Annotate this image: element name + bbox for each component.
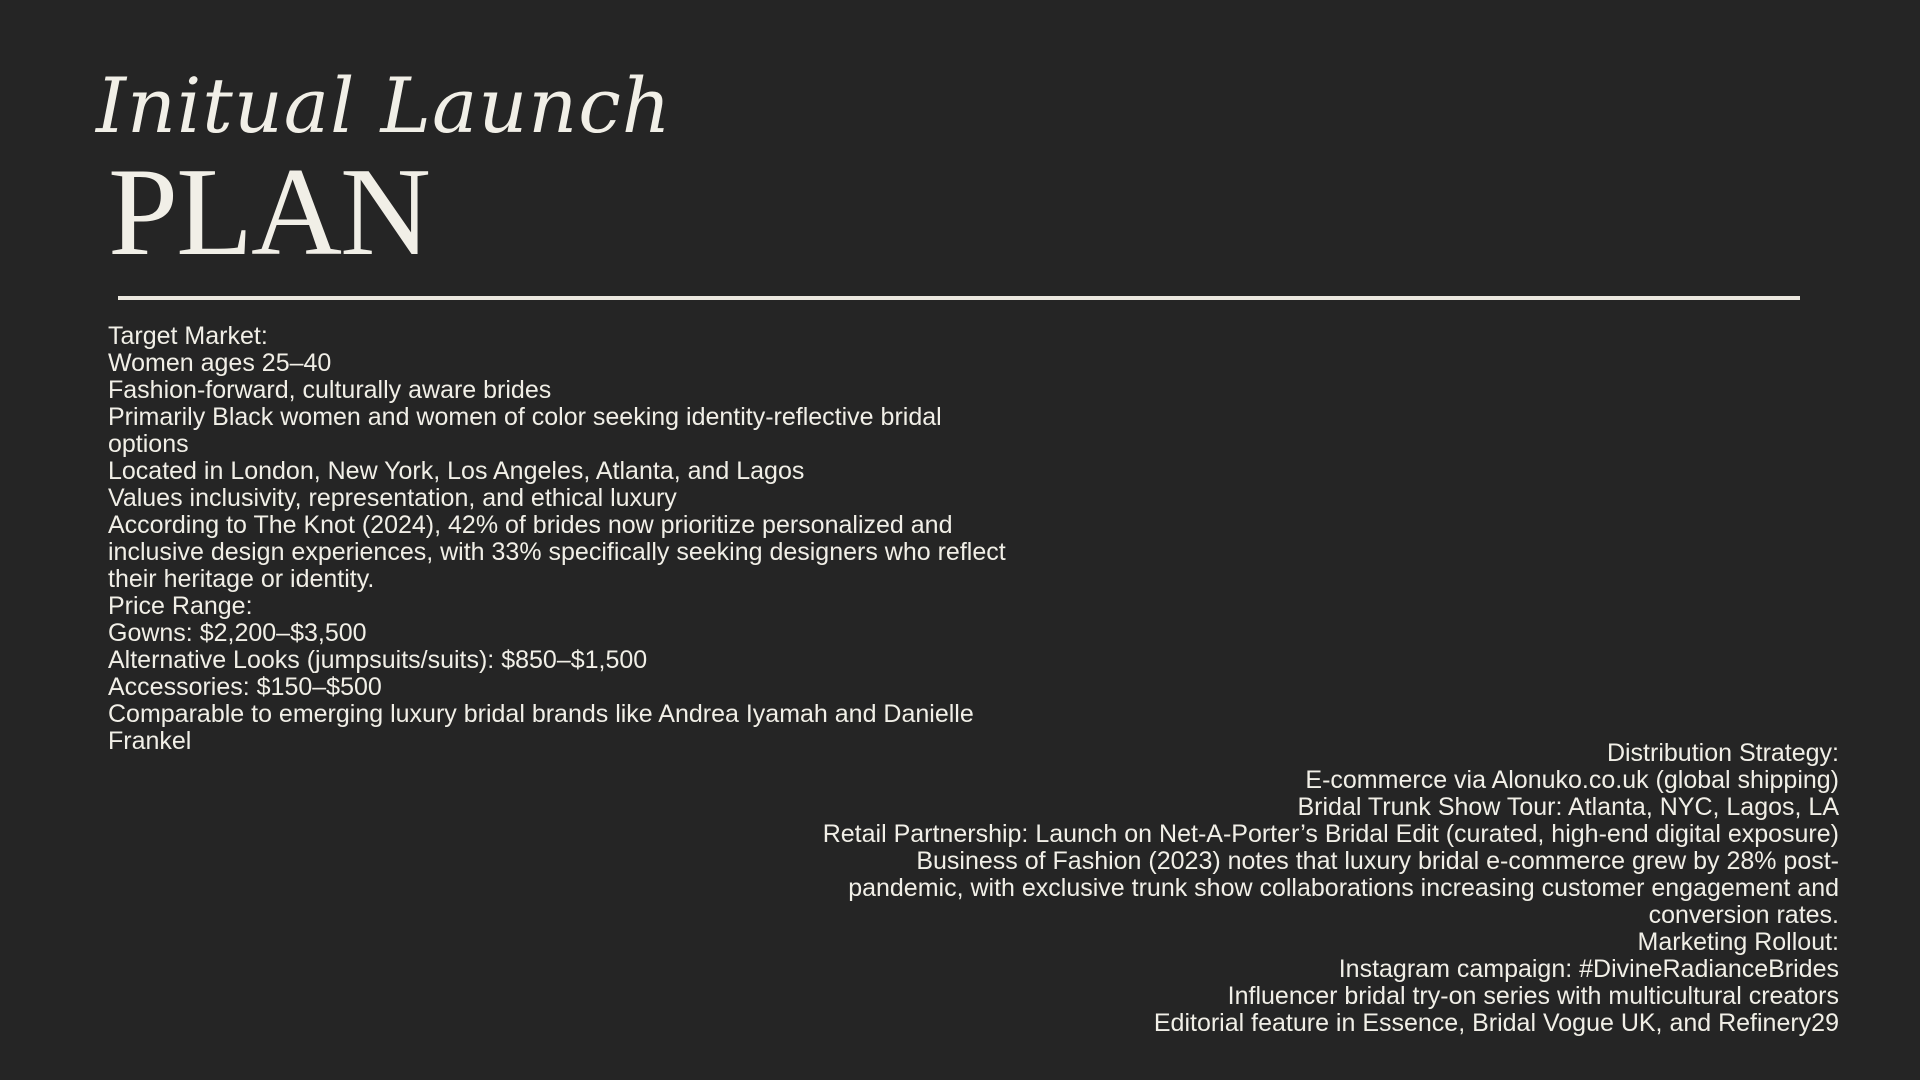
- text-line: Women ages 25–40: [108, 349, 332, 377]
- text-line: Comparable to emerging luxury bridal brands like Andrea Iyamah and Danielle: [108, 700, 974, 728]
- section-heading-price-range: Price Range:: [108, 592, 253, 620]
- text-line: E-commerce via Alonuko.co.uk (global shipping): [1305, 766, 1839, 794]
- text-line: Editorial feature in Essence, Bridal Vogue UK, and Refinery29: [1153, 1009, 1839, 1037]
- left-text-block: [108, 323, 1108, 755]
- text-line: Located in London, New York, Los Angeles, Atlanta, and Lagos: [108, 457, 805, 485]
- divider: [118, 296, 1800, 300]
- right-text-block: [639, 740, 1839, 1037]
- text-line: Gowns: $2,200–$3,500: [108, 619, 367, 647]
- text-line: Influencer bridal try-on series with multicultural creators: [1227, 982, 1839, 1010]
- text-line: Alternative Looks (jumpsuits/suits): $850–$1,500: [108, 646, 648, 674]
- text-line: options: [108, 430, 189, 458]
- text-line: inclusive design experiences, with 33% specifically seeking designers who reflect: [108, 538, 1006, 566]
- section-heading-marketing-rollout: Marketing Rollout:: [1637, 928, 1839, 956]
- text-line: Business of Fashion (2023) notes that luxury bridal e-commerce grew by 28% post-: [916, 847, 1839, 875]
- text-line: Retail Partnership: Launch on Net-A-Porter’s Bridal Edit (curated, high-end digital exposure): [822, 820, 1839, 848]
- text-line: Bridal Trunk Show Tour: Atlanta, NYC, Lagos, LA: [1297, 793, 1839, 821]
- section-heading-target-market: Target Market:: [108, 322, 268, 350]
- text-line: Instagram campaign: #DivineRadianceBrides: [1338, 955, 1839, 983]
- title-script: Initual Launch: [96, 61, 672, 150]
- page-title: PLAN: [108, 143, 430, 282]
- section-heading-distribution-strategy: Distribution Strategy:: [1606, 739, 1839, 767]
- text-line: Accessories: $150–$500: [108, 673, 382, 701]
- text-line: their heritage or identity.: [108, 565, 375, 593]
- text-line: Primarily Black women and women of color seeking identity-reflective bridal: [108, 403, 942, 431]
- text-line: Values inclusivity, representation, and ethical luxury: [108, 484, 677, 512]
- text-line: According to The Knot (2024), 42% of brides now prioritize personalized and: [108, 511, 953, 539]
- text-line: Frankel: [108, 727, 192, 755]
- text-line: Fashion-forward, culturally aware brides: [108, 376, 552, 404]
- text-line: conversion rates.: [1648, 901, 1839, 929]
- text-line: pandemic, with exclusive trunk show collaborations increasing customer engagement and: [848, 874, 1839, 902]
